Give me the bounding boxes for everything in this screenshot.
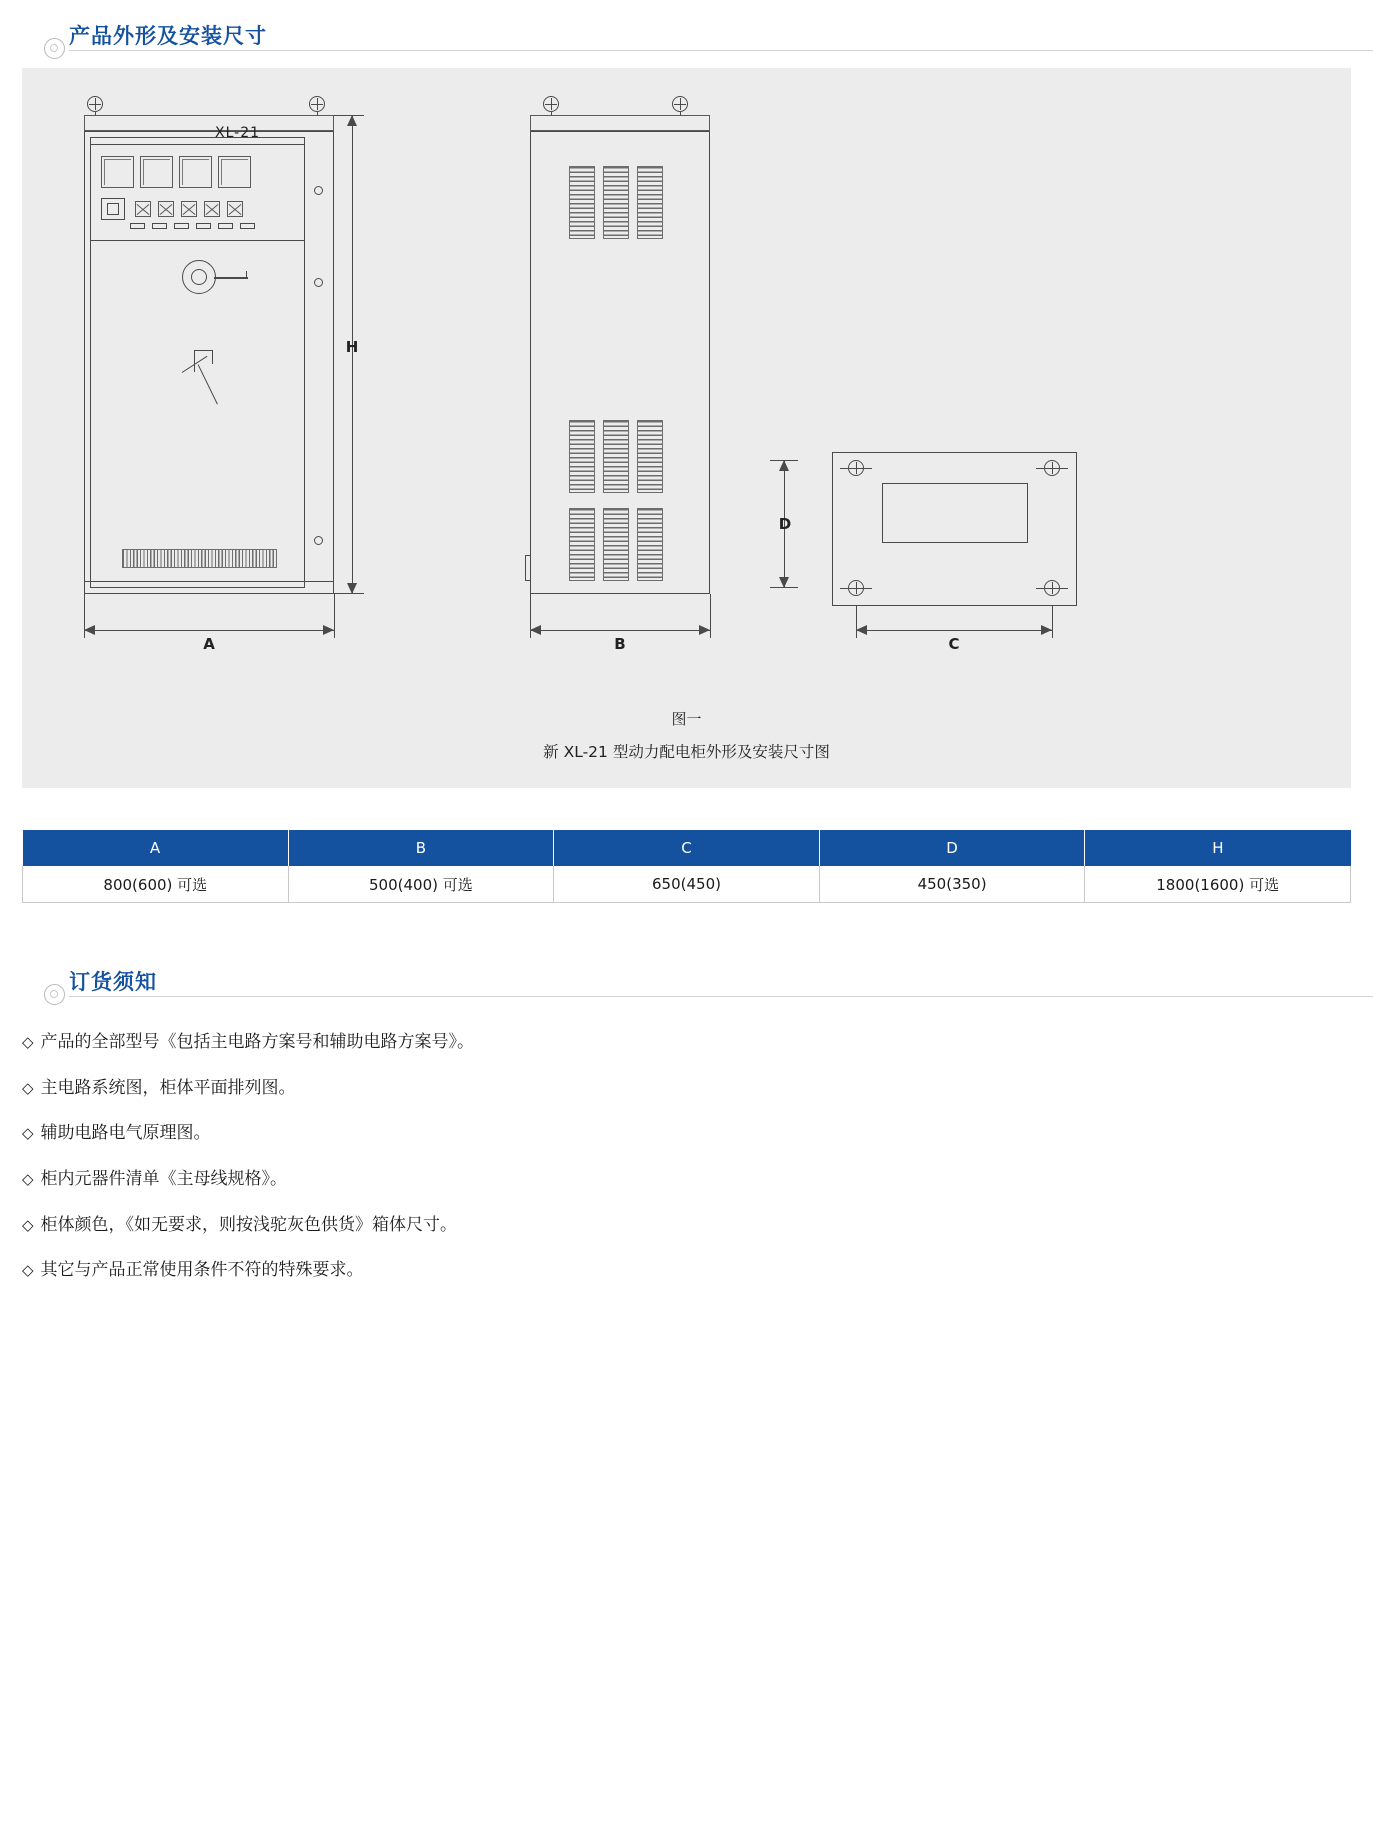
terminal-block (240, 223, 255, 229)
list-item-text: 辅助电路电气原理图。 (40, 1123, 211, 1144)
dim-ext-line (1052, 606, 1053, 638)
indicator-lamp-icon (158, 201, 174, 217)
dim-arrow-up (779, 460, 789, 471)
page-title: 产品外形及安装尺寸 (69, 24, 267, 48)
header-divider (69, 50, 1373, 51)
diamond-bullet-icon: ◇ (22, 1261, 34, 1280)
bolt-icon (309, 96, 325, 112)
bolt-stem (551, 112, 552, 115)
list-item (22, 1121, 1322, 1146)
list-item (22, 1213, 1322, 1238)
dim-label-b: B (614, 635, 626, 653)
meter-icon (218, 156, 251, 188)
dim-arrow-left (856, 625, 867, 635)
bolt-slot (840, 588, 872, 589)
list-item-text: 柜内元器件清单《主母线规格》。 (40, 1168, 288, 1189)
header-divider (69, 996, 1373, 997)
louver-vent (603, 420, 629, 493)
front-bottom-vent (122, 549, 277, 568)
schematic-line (212, 350, 213, 364)
meter-icon (179, 156, 212, 188)
section-header-dimensions (44, 12, 1373, 58)
list-item (22, 1030, 1322, 1055)
indicator-lamp-icon (227, 201, 243, 217)
louver-vent (637, 166, 663, 239)
dim-line-a (84, 630, 334, 631)
bolt-stem (680, 112, 681, 115)
table-header-row (23, 830, 1351, 866)
dim-ext-line (334, 593, 364, 594)
table-header-d: D (819, 830, 1085, 866)
front-top-mount-bar (84, 115, 334, 131)
bolt-slot (840, 468, 872, 469)
dim-ext-line (710, 594, 711, 638)
hinge-dot (314, 186, 323, 195)
louver-vent (603, 166, 629, 239)
list-item-text: 主电路系统图，柜体平面排列图。 (40, 1077, 296, 1098)
dim-label-d: D (778, 515, 792, 533)
meter-icon (140, 156, 173, 188)
decorative-ring-icon (44, 38, 65, 59)
table-header-h: H (1085, 830, 1351, 866)
list-item (22, 1258, 1322, 1283)
bolt-slot (1036, 588, 1068, 589)
side-top-mount-bar (530, 115, 710, 131)
hinge-dot (314, 536, 323, 545)
terminal-block (152, 223, 167, 229)
dim-arrow-right (699, 625, 710, 635)
selector-switch-inner (107, 203, 119, 215)
top-plate-opening (882, 483, 1028, 543)
handle-lever-tip (246, 271, 247, 279)
terminal-block (196, 223, 211, 229)
indicator-lamp-icon (135, 201, 151, 217)
louver-vent (637, 420, 663, 493)
dim-label-c: C (948, 635, 960, 653)
diamond-bullet-icon: ◇ (22, 1033, 34, 1051)
table-header-a: A (23, 830, 289, 866)
dimension-table (22, 830, 1351, 903)
dim-arrow-left (84, 625, 95, 635)
ordering-notes-list (22, 1030, 1322, 1304)
table-cell-c: 650(450) (554, 866, 820, 903)
dim-line-b (530, 630, 710, 631)
dim-ext-line (770, 460, 798, 461)
bolt-icon (543, 96, 559, 112)
diamond-bullet-icon: ◇ (22, 1215, 34, 1234)
table-cell-b: 500(400) 可选 (288, 866, 554, 903)
technical-drawing-panel (22, 68, 1351, 788)
list-item (22, 1167, 1322, 1192)
dim-arrow-left (530, 625, 541, 635)
figure-number-caption: 图一 (671, 710, 702, 728)
terminal-block (130, 223, 145, 229)
dim-ext-line (770, 587, 798, 588)
table-cell-h: 1800(1600) 可选 (1085, 866, 1351, 903)
table-cell-a: 800(600) 可选 (23, 866, 289, 903)
indicator-lamp-icon (181, 201, 197, 217)
diamond-bullet-icon: ◇ (22, 1124, 34, 1143)
indicator-lamp-icon (204, 201, 220, 217)
bolt-stem (317, 112, 318, 115)
diamond-bullet-icon: ◇ (22, 1169, 34, 1188)
table-row (23, 866, 1351, 903)
dim-arrow-right (1041, 625, 1052, 635)
dim-label-a: A (203, 635, 215, 653)
louver-vent (603, 508, 629, 581)
meter-icon (101, 156, 134, 188)
louver-vent (569, 166, 595, 239)
cabinet-model-label: XL-21 (215, 125, 261, 141)
schematic-line (194, 350, 213, 351)
bolt-icon (87, 96, 103, 112)
front-base-plinth (84, 581, 334, 594)
list-item-text: 产品的全部型号《包括主电路方案号和辅助电路方案号》。 (40, 1032, 475, 1052)
terminal-block (174, 223, 189, 229)
dim-arrow-right (323, 625, 334, 635)
dim-ext-line (334, 115, 364, 116)
table-cell-d: 450(350) (819, 866, 1085, 903)
rotary-handle-inner (191, 269, 207, 285)
table-header-c: C (554, 830, 820, 866)
section-header-ordering (44, 958, 1373, 1004)
dim-ext-line (334, 594, 335, 638)
louver-vent (569, 508, 595, 581)
side-latch (525, 555, 531, 581)
bolt-icon (672, 96, 688, 112)
dim-line-c (856, 630, 1052, 631)
bolt-stem (95, 112, 96, 115)
list-item-text: 其它与产品正常使用条件不符的特殊要求。 (40, 1260, 364, 1281)
bolt-slot (1036, 468, 1068, 469)
list-item (22, 1076, 1322, 1101)
dim-arrow-up (347, 115, 357, 126)
ordering-title: 订货须知 (69, 970, 157, 994)
louver-vent (637, 508, 663, 581)
terminal-block (218, 223, 233, 229)
schematic-line (194, 350, 195, 372)
handle-lever (214, 277, 248, 279)
diamond-bullet-icon: ◇ (22, 1078, 34, 1097)
hinge-dot (314, 278, 323, 287)
decorative-ring-icon (44, 984, 65, 1005)
figure-title-caption: 新 XL-21 型动力配电柜外形及安装尺寸图 (543, 743, 830, 761)
louver-vent (569, 420, 595, 493)
list-item-text: 柜体颜色，《如无要求，则按浅驼灰色供货》箱体尺寸。 (40, 1214, 458, 1235)
dim-label-h: H (345, 338, 359, 356)
table-header-b: B (288, 830, 554, 866)
